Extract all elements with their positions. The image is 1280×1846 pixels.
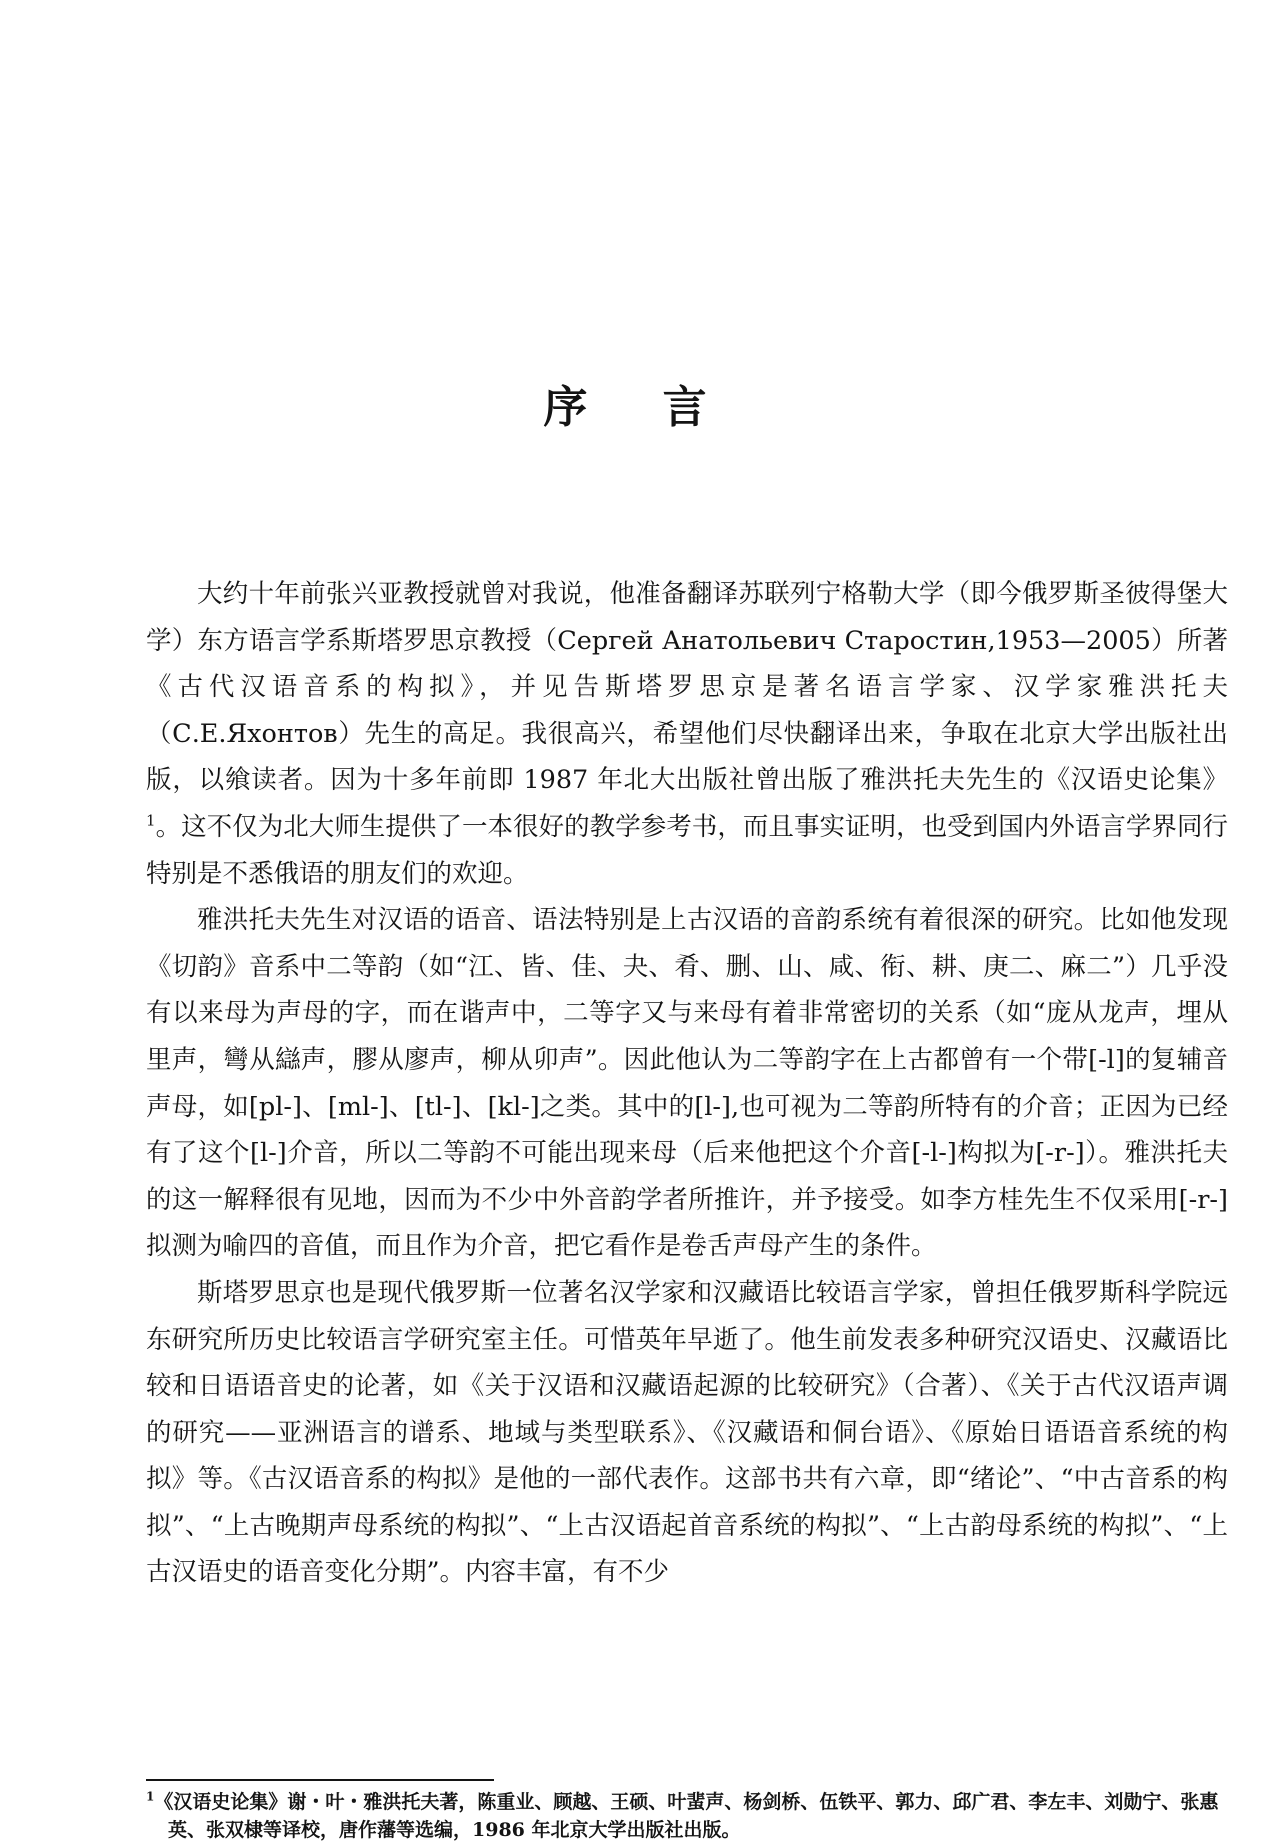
paragraph-3-text: 斯塔罗思京也是现代俄罗斯一位著名汉学家和汉藏语比较语言学家，曾担任俄罗斯科学院远东研究所历史比较语言学研究室主任。可惜英年早逝了。他生前发表多种研究汉语史、汉藏语比较和日语语音史的论著，如《关于汉语和汉藏语起源的比较研究》（合著）、《关于古代汉语声调的研究——亚洲语言的谱系、地域与类型联系》、《汉藏语和侗台语》、《原始日语语音系统的构拟》等。《古汉语音系的构拟》是他的一部代表作。这部书共有六章，即“绪论”、“中古音系的构拟”、“上古晚期声母系统的构拟”、“上古汉语起首音系统的构拟”、“上古韵母系统的构拟”、“上古汉语史的语音变化分期”。内容丰富，有不少	[146, 1277, 1228, 1588]
paragraph-1-text-cont: 。这不仅为北大师生提供了一本很好的教学参考书，而且事实证明，也受到国内外语言学界同行特别是不悉俄语的朋友们的欢迎。	[146, 811, 1228, 889]
paragraph-1	[146, 571, 1228, 897]
page-title: 序 言	[543, 382, 737, 433]
paragraph-3	[146, 1270, 1228, 1596]
footnote-marker: 1	[146, 1789, 155, 1804]
footnote-divider	[146, 1779, 494, 1781]
footnote	[146, 1788, 1228, 1844]
footnote-ref: 1	[146, 811, 156, 830]
body-text	[146, 571, 1228, 1596]
footnote-text: 《汉语史论集》谢・叶・雅洪托夫著，陈重业、顾越、王硕、叶蜚声、杨剑桥、伍铁平、郭力、邱广君、李左丰、刘勋宁、张惠英、张双棣等译校，唐作藩等选编，1986 年北京大学出版社出版。	[154, 1791, 1219, 1841]
paragraph-1-text: 大约十年前张兴亚教授就曾对我说，他准备翻译苏联列宁格勒大学（即今俄罗斯圣彼得堡大学）东方语言学系斯塔罗思京教授（Сергей Анатольевич Старостин,1953—2005）所著《古代汉语音系的构拟》，并见告斯塔罗思京是著名语言学家、汉学家雅洪托夫（С.Е.Яхонтов）先生的高足。我很高兴，希望他们尽快翻译出来，争取在北京大学出版社出版，以飨读者。因为十多年前即 1987 年北大出版社曾出版了雅洪托夫先生的《汉语史论集》	[146, 579, 1228, 796]
paragraph-2	[146, 897, 1228, 1270]
footnote-line	[146, 1788, 1228, 1844]
paragraph-2-text: 雅洪托夫先生对汉语的语音、语法特别是上古汉语的音韵系统有着很深的研究。比如他发现《切韵》音系中二等韵（如“江、皆、佳、夬、肴、删、山、咸、衔、耕、庚二、麻二”）几乎没有以来母为声母的字，而在谐声中，二等字又与来母有着非常密切的关系（如“庞从龙声，埋从里声，彎从䜌声，膠从廖声，柳从卯声”。因此他认为二等韵字在上古都曾有一个带[-l]的复辅音声母，如[pl-]、[ml-]、[tl-]、[kl-]之类。其中的[l-],也可视为二等韵所特有的介音；正因为已经有了这个[l-]介音，所以二等韵不可能出现来母（后来他把这个介音[-l-]构拟为[-r-]）。雅洪托夫的这一解释很有见地，因而为不少中外音韵学者所推许，并予接受。如李方桂先生不仅采用[-r-]拟测为喻四的音值，而且作为介音，把它看作是卷舌声母产生的条件。	[146, 905, 1228, 1262]
